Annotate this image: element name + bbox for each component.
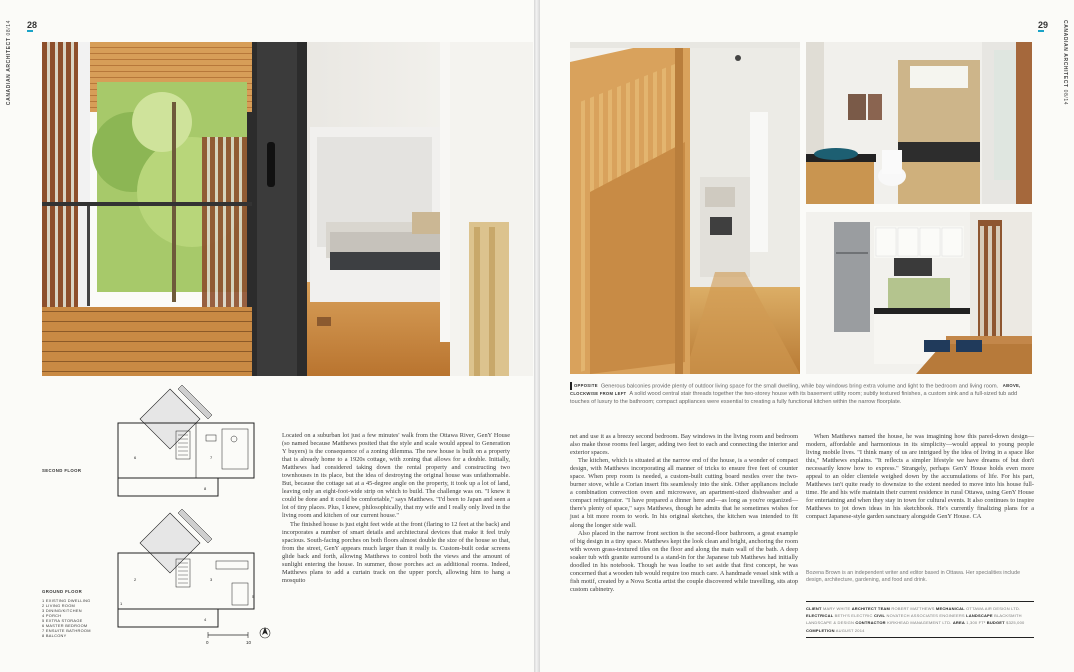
svg-text:2: 2 (134, 577, 137, 582)
floor-plan-drawings (110, 383, 280, 645)
credit-label: COMPLETION (806, 627, 835, 633)
legend-item: 4 PORCH (42, 613, 62, 618)
left-page (0, 0, 534, 672)
caption-text-opposite: Generous balconies provide plenty of outdoor living space for the small dwelling, while bay windows bring extra volume and light to the bedroom and living room. (600, 383, 999, 390)
credit-value: BETH'S ELECTRIC (834, 613, 873, 619)
credit-value: $325,000 (1006, 620, 1025, 626)
page-number-right: 29 (1038, 20, 1049, 30)
balcony-bedroom-image (42, 42, 533, 376)
body-paragraph: The kitchen, which is situated at the narrow end of the house, is a wonder of compact design, with Matthews incorporating all manner of tricks to ensure five feet of counter space. When prep room is needed, a custom-built cutting board nestles over the two-burner stove, while a Corian insert fits seamlessly into the sink. Other appliances include a combination convection oven and microwave, an apartment-sized dishwasher and a compact refrigerator. "I have prepared a dinner here and—as long as you're organized—there's plenty of space," says Matthews, though he admits that he sometimes wishes for just a bit more room to work. In his original sketches, the kitchen was intended to fit along the longer side wall. (570, 457, 798, 529)
author-bio: Bozena Brown is an independent writer and editor based in Ottawa. Her specialities include design, architecture, gardening, and food and drink. (806, 570, 1021, 584)
masthead-issue: 08/14 (1062, 89, 1068, 106)
second-floor-label: SECOND FLOOR (42, 468, 82, 473)
article-column-3 (806, 433, 1034, 522)
legend-item: 7 ENSUITE BATHROOM (42, 628, 91, 633)
plan-legend (42, 598, 91, 638)
photo-balcony-bedroom (42, 42, 533, 376)
second-floor-plan (118, 385, 254, 496)
credit-label: CLIENT (806, 606, 822, 611)
credit-label: AREA (952, 620, 965, 626)
credit-label: ARCHITECT TEAM (851, 606, 891, 611)
caption-label-opposite: OPPOSITE (574, 383, 598, 389)
kitchen-image (806, 212, 1032, 374)
credit-label: ELECTRICAL (806, 613, 834, 619)
body-paragraph: Also placed in the narrow front section is the second-floor bathroom, a great example of big design in a tiny space. Matthews kept the look clean and bright, anchoring the room with woven grass-textured tiles on the floor and along the main wall of the bath. A deep soaker tub with granite surround is a stand-in for the Japanese tub Matthews had initially doodled in his notebook. Though he was loathe to set aside that first concept, he was concerned that a wooden tub would require too much care. A handmade vessel sink with a fish motif, created by a Nova Scotia artist the couple discovered while travelling, sits atop custom cabinetry. (570, 529, 798, 593)
legend-item: 3 DINING/KITCHEN (42, 608, 82, 613)
svg-text:1: 1 (120, 601, 123, 606)
body-paragraph: Located on a suburban lot just a few minutes' walk from the Ottawa River, GenY House (so named because Matthews posited that the style and scale would appeal to Generation Y buyers) is the consequence of a zoning dilemma. The new house is built on a property that is already home to a 1920s cottage, with zoning that allows for a double. Initially, Matthews had considered taking down the rental property and constructing two townhouses in its place, but the idea of destroying the original house was unfathomable. But, because the cottage sat at a 45-degree angle on the property, it took up a lot of land, leaving only an eight-foot-wide strip on which to build. The challenge was on. "I knew it could be done and it could be comfortable," says Matthews. "I'd been to Japan and seen a lot of tiny places. Plus, I knew, philosophically, that my wife and I really only lived in the living room and kitchen of our current house." (282, 432, 510, 520)
body-paragraph: net and use it as a breezy second bedroom. Bay windows in the living room and bedroom also make those rooms feel larger, adding two feet to each and connecting the interior and exterior spaces. (570, 433, 798, 457)
photo-caption (570, 382, 1038, 406)
svg-text:3: 3 (210, 577, 213, 582)
credit-value: KIRKHEAD MANAGEMENT LTD. (887, 620, 952, 626)
credit-label: CONTRACTOR (855, 620, 886, 626)
scale-label-ten: 10 (246, 640, 252, 645)
project-credits (806, 601, 1034, 638)
credit-value: BLACKSMITH LANDSCAPE & DESIGN (806, 613, 1022, 626)
svg-text:4: 4 (204, 617, 207, 622)
credit-value: AUGUST 2014 (835, 627, 865, 633)
legend-item: 8 BALCONY (42, 633, 67, 638)
caption-marker (570, 382, 572, 390)
ground-floor-label: GROUND FLOOR (42, 589, 83, 594)
svg-text:8: 8 (204, 486, 207, 491)
credit-value: OTTAWA AIR DESIGN LTD. (966, 606, 1021, 611)
legend-item: 2 LIVING ROOM (42, 603, 76, 608)
body-paragraph: The finished house is just eight feet wide at the front (flaring to 12 feet at the back) and incorporates a number of smart details and architectural devices that make it feel truly spacious. South-facing porches on both floors almost double the size of the house so that, from the street, GenY appears much larger than it really is. Custom-built cedar screens glide back and forth, allowing Matthews to control both the views and the amount of sunlight entering the house. In summer, those porches act as additional rooms. Indeed, Matthews plans to add a curtain track on the upper porch, allowing him to hang a mosquito (282, 520, 510, 584)
folio-accent-bar (27, 30, 33, 32)
legend-item: 5 EXTRA STORAGE (42, 618, 83, 623)
body-paragraph: When Matthews named the house, he was imagining how this pared-down design—modern, affordable and harmonious in its simplicity—would appeal to young people living mobile lives. "I think many of us are intrigued by the idea of living in a space like this," Matthews explains. "It reflects a simpler lifestyle we have dreams of but don't necessarily know how to express." Strangely, perhaps GenY House holds even more appeal to an older clientele weighed down by the accumulations of life. For his part, Matthews isn't quite ready to downsize to the extent needed to move into his house full-time. He and his wife maintain their current residence in rural Ottawa, using GenY House for entertaining and when they stay in town for cultural events. It also continues to inspire Matthews to jot down ideas in his sketchbook. He's currently finalizing plans for a compact Japanese-style garden sanctuary alongside GenY House. CA (806, 433, 1034, 521)
article-column-2 (570, 433, 798, 594)
photo-kitchen (806, 212, 1032, 374)
ground-floor-plan (118, 509, 254, 627)
credit-value: MARY WHITE (822, 606, 851, 611)
photo-bathroom (806, 42, 1032, 204)
svg-text:6: 6 (134, 455, 137, 460)
bathroom-image (806, 42, 1032, 204)
north-arrow-icon (260, 627, 270, 638)
legend-item: 6 MASTER BEDROOM (42, 623, 88, 628)
credit-label: CIVIL (873, 613, 886, 619)
folio-accent-bar (1038, 30, 1044, 32)
masthead-issue: 08/14 (6, 20, 12, 36)
credit-value: 1,300 FT² (966, 620, 986, 626)
caption-label-above: ABOVE, CLOCKWISE FROM LEFT (570, 383, 1021, 397)
side-masthead-left (6, 20, 12, 105)
article-column-1 (282, 432, 510, 585)
photo-stair (570, 42, 800, 374)
credit-label: BUDGET (986, 620, 1005, 626)
masthead-title: CANADIAN ARCHITECT (1062, 20, 1068, 88)
svg-text:5: 5 (252, 594, 255, 599)
stair-image (570, 42, 800, 374)
scale-bar (206, 632, 252, 645)
side-masthead-right (1062, 20, 1068, 105)
credit-label: LANDSCAPE (966, 613, 993, 619)
masthead-title: CANADIAN ARCHITECT (6, 37, 12, 106)
credit-value: ROBERT MATTHEWS (891, 606, 935, 611)
credit-value: NOVATECH ASSOCIATES ENGINEERS (886, 613, 965, 619)
credit-label: MECHANICAL (935, 606, 965, 611)
page-number-left: 28 (27, 20, 38, 30)
scale-label-zero: 0 (206, 640, 209, 645)
svg-text:7: 7 (210, 455, 213, 460)
right-page (540, 0, 1074, 672)
legend-item: 1 EXISTING DWELLING (42, 598, 91, 603)
caption-text-above: A solid wood central stair threads together the two-storey house with its basement utility room; subtly textured finishes, a custom sink and a full-sized tub add touches of luxury to the bathroom; compact appliances were essential to creating a fully functional kitchen within the narrow floorplate. (570, 391, 1018, 406)
